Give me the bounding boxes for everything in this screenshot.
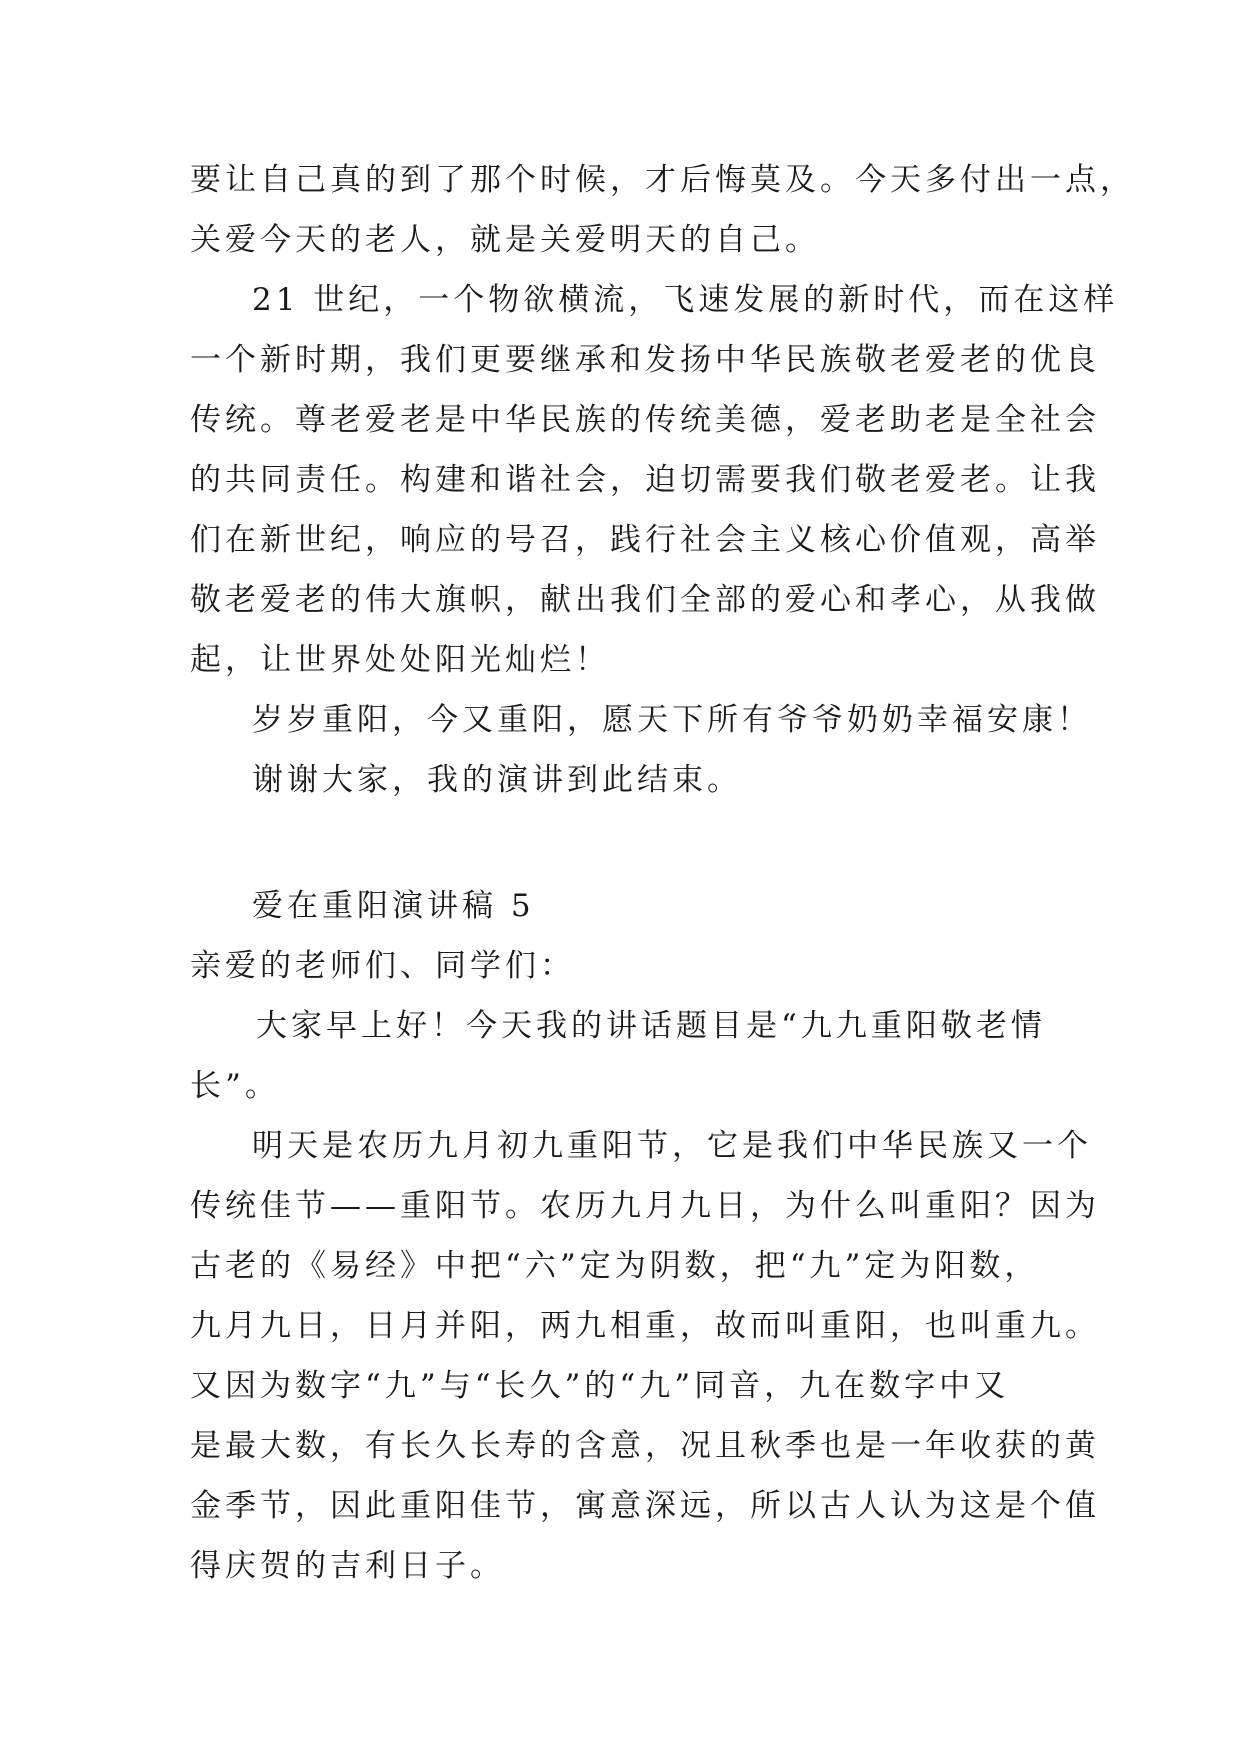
text-line: 的共同责任。构建和谐社会，迫切需要我们敬老爱老。让我	[190, 462, 1100, 498]
paragraph-closing: 谢谢大家，我的演讲到此结束。	[252, 762, 742, 798]
text-line: 传统佳节——重阳节。农历九月九日，为什么叫重阳？因为	[190, 1188, 1100, 1224]
text-line: 们在新世纪，响应的号召，践行社会主义核心价值观，高举	[190, 522, 1100, 558]
text-line: 又因为数字“九”与“长久”的“九”同音，九在数字中又	[190, 1368, 1010, 1404]
paragraph-21st-century	[190, 270, 1119, 690]
paragraph-continuation	[190, 150, 1135, 270]
text-line: 金季节，因此重阳佳节，寓意深远，所以古人认为这是个值	[190, 1488, 1100, 1524]
text-line: 传统。尊老爱老是中华民族的传统美德，爱老助老是全社会	[190, 402, 1100, 438]
text-line: 敬老爱老的伟大旗帜，献出我们全部的爱心和孝心，从我做	[190, 582, 1100, 618]
text-line: 大家早上好！今天我的讲话题目是“九九重阳敬老情	[256, 1008, 1046, 1044]
text-line: 长”。	[190, 1068, 280, 1104]
paragraph-chongyang-origin	[190, 1116, 1100, 1596]
text-line: 九月九日，日月并阳，两九相重，故而叫重阳，也叫重九。	[190, 1308, 1100, 1344]
text-line: 要让自己真的到了那个时候，才后悔莫及。今天多付出一点，	[190, 162, 1135, 198]
salutation: 亲爱的老师们、同学们：	[190, 948, 575, 984]
text-line: 明天是农历九月初九重阳节，它是我们中华民族又一个	[252, 1128, 1092, 1164]
text-line: 关爱今天的老人，就是关爱明天的自己。	[190, 222, 820, 258]
text-line: 是最大数，有长久长寿的含意，况且秋季也是一年收获的黄	[190, 1428, 1100, 1464]
text-line: 起，让世界处处阳光灿烂！	[190, 642, 610, 678]
document-body	[190, 150, 1135, 1596]
text-line: 得庆贺的吉利日子。	[190, 1548, 505, 1584]
section-spacer	[190, 810, 1090, 876]
text-line: 21 世纪，一个物欲横流，飞速发展的新时代，而在这样	[252, 282, 1119, 318]
paragraph-greeting	[190, 996, 1090, 1116]
text-line: 一个新时期，我们更要继承和发扬中华民族敬老爱老的优良	[190, 342, 1100, 378]
text-line: 古老的《易经》中把“六”定为阴数，把“九”定为阳数，	[190, 1248, 1040, 1284]
section-title: 爱在重阳演讲稿 5	[252, 888, 535, 924]
paragraph-blessing: 岁岁重阳，今又重阳，愿天下所有爷爷奶奶幸福安康！	[252, 702, 1092, 738]
